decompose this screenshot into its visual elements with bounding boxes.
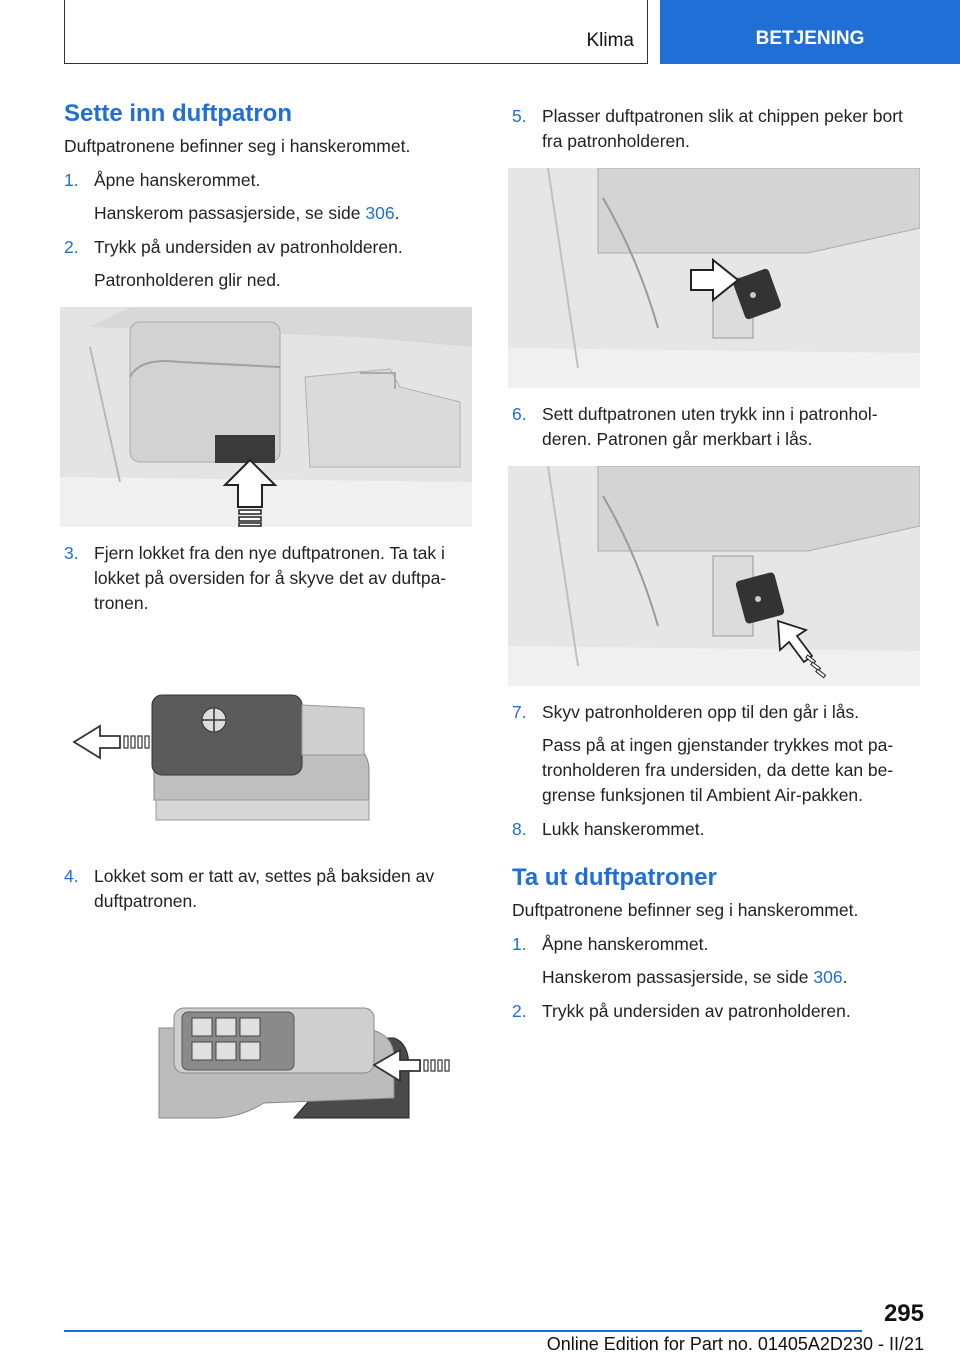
subtext-pre: Hanskerom passasjerside, se side [542,967,814,987]
header-frame [64,0,648,64]
illustration-remove-lid [64,630,476,850]
step-6 [512,402,924,452]
right-column [512,100,924,1024]
page-number: 295 [883,1300,924,1327]
subtext-pre: Hanskerom passasjerside, se side [94,203,366,223]
step-5 [512,104,924,154]
illustration-attach-lid [64,928,476,1138]
page-link-306[interactable]: 306 [365,203,395,223]
step-1 [64,168,476,226]
step-text: Sett duftpatronen uten trykk inn i patronhol‐ deren. Patronen går merkbart i lås. [542,404,878,449]
footer-divider [64,1330,862,1332]
step-8 [512,817,924,842]
step-text: Trykk på undersiden av patronholderen. [542,1001,851,1021]
step-number: 4. [64,866,79,886]
step-number: 2. [64,237,79,257]
figure-remove-lid [64,630,476,850]
figure-place-cartridge [508,168,920,388]
left-column [64,100,476,1138]
step-number: 1. [512,934,527,954]
section-title-remove: Ta ut duftpatroner [512,864,717,891]
subtext-post: . [394,203,400,223]
figure-holder-push [60,307,472,527]
intro-text: Duftpatronene befinner seg i hanskerommet. [64,136,411,156]
step-number: 5. [512,106,527,126]
step-number: 8. [512,819,527,839]
illustration-place-cartridge [508,168,920,388]
figure-insert-cartridge [508,466,920,686]
illustration-insert-cartridge [508,466,920,686]
step-text: Åpne hanskerommet. [94,170,261,190]
step-7 [512,700,924,808]
footer-edition: Online Edition for Part no. 01405A2D230 - II/21 [546,1334,924,1354]
step-subtext: Pass på at ingen gjenstander trykkes mot pa‐ tronholderen fra undersiden, da dette kan be‐ grense funksjonen til Ambient Air-pakken. [542,735,894,805]
step-subtext: Patronholderen glir ned. [94,270,281,290]
step-3 [64,541,476,616]
page-link-306[interactable]: 306 [813,967,843,987]
section-title-insert: Sette inn duftpatron [64,100,292,127]
remove-step-1 [512,932,924,990]
step-text: Plasser duftpatronen slik at chippen peker bort fra patronholderen. [542,106,903,151]
subtext-post: . [842,967,848,987]
step-text: Åpne hanskerommet. [542,934,709,954]
remove-step-2 [512,999,924,1024]
step-number: 3. [64,543,79,563]
intro-text-2: Duftpatronene befinner seg i hanskerommet. [512,900,859,920]
step-subtext [94,201,476,226]
header-section-label: Klima [586,30,634,51]
step-text: Lukk hanskerommet. [542,819,705,839]
step-text: Fjern lokket fra den nye duftpatronen. Ta tak i lokket på oversiden for å skyve det av duftpa‐ tronen. [94,543,447,613]
step-number: 7. [512,702,527,722]
step-text: Lokket som er tatt av, settes på baksiden av duftpatronen. [94,866,435,911]
illustration-holder-push [60,307,472,527]
step-4 [64,864,476,914]
step-subtext [542,965,924,990]
step-number: 6. [512,404,527,424]
step-number: 1. [64,170,79,190]
step-2 [64,235,476,293]
header-chapter-tab: BETJENING [660,0,960,64]
step-text: Trykk på undersiden av patronholderen. [94,237,403,257]
figure-attach-lid [64,928,476,1138]
step-number: 2. [512,1001,527,1021]
step-text: Skyv patronholderen opp til den går i lås. [542,702,860,722]
